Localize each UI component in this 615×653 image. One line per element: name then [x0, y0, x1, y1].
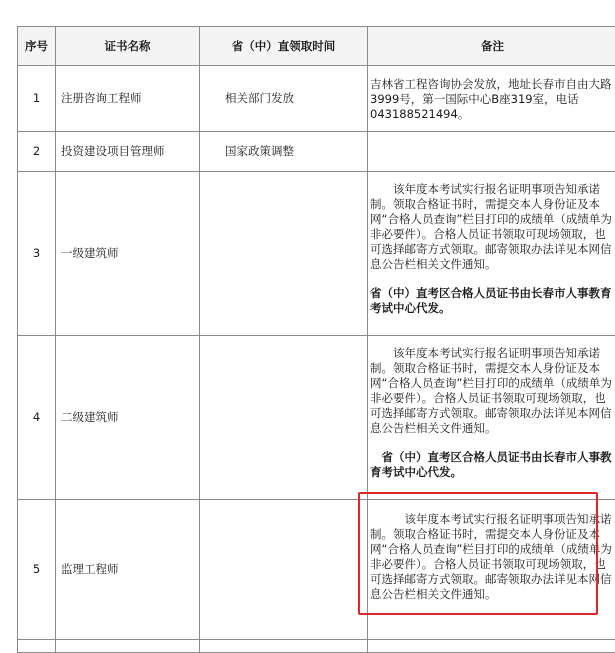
note-cell — [368, 336, 615, 500]
certificate-name: 二级建筑师 — [56, 336, 200, 500]
certificate-table — [17, 26, 615, 653]
row-number: 1 — [18, 66, 56, 132]
collection-time: 相关部门发放 — [200, 66, 368, 132]
empty-cell — [200, 640, 368, 653]
note-cell — [368, 132, 615, 172]
row-number: 3 — [18, 172, 56, 336]
note-cell — [368, 172, 615, 336]
row-number: 2 — [18, 132, 56, 172]
collection-time: 国家政策调整 — [200, 132, 368, 172]
note-text: 吉林省工程咨询协会发放，地址长春市自由大路3999号，第一国际中心B座319室，电话043188521494。 — [370, 66, 615, 122]
note-text: 该年度本考试实行报名证明事项告知承诺制。领取合格证书时，需提交本人身份证及本网“合格人员查询”栏目打印的成绩单（成绩单为非必要件）。合格人员证书领取可现场领取，也可选择邮寄方式领取。邮寄领取办法详见本网信息公告栏相关文件通知。 — [370, 512, 615, 602]
table-row — [18, 132, 615, 172]
note-bold-text: 省（中）直考区合格人员证书由长春市人事教育考试中心代发。 — [370, 450, 615, 480]
table-row — [18, 500, 615, 640]
certificate-name: 一级建筑师 — [56, 172, 200, 336]
note-text — [370, 132, 615, 143]
certificate-name: 投资建设项目管理师 — [56, 132, 200, 172]
table-row — [18, 66, 615, 132]
certificate-name: 注册咨询工程师 — [56, 66, 200, 132]
header-name: 证书名称 — [56, 27, 200, 66]
table-row — [18, 172, 615, 336]
note-text: 该年度本考试实行报名证明事项告知承诺制。领取合格证书时，需提交本人身份证及本网“合格人员查询”栏目打印的成绩单（成绩单为非必要件）。合格人员证书领取可现场领取，也可选择邮寄方式领取。邮寄领取办法详见本网信息公告栏相关文件通知。 — [370, 182, 615, 272]
note-cell — [368, 500, 615, 640]
note-text: 该年度本考试实行报名证明事项告知承诺制。领取合格证书时，需提交本人身份证及本网“合格人员查询”栏目打印的成绩单（成绩单为非必要件）。合格人员证书领取可现场领取，也可选择邮寄方式领取。邮寄领取办法详见本网信息公告栏相关文件通知。 — [370, 346, 615, 436]
header-note: 备注 — [368, 27, 615, 66]
header-num: 序号 — [18, 27, 56, 66]
table-header-row — [18, 27, 615, 66]
empty-cell — [18, 640, 56, 653]
note-bold-text: 省（中）直考区合格人员证书由长春市人事教育考试中心代发。 — [370, 286, 615, 316]
certificate-name: 监理工程师 — [56, 500, 200, 640]
collection-time — [200, 172, 368, 336]
header-time: 省（中）直领取时间 — [200, 27, 368, 66]
empty-cell — [56, 640, 200, 653]
table-row-partial — [18, 640, 615, 653]
table-row — [18, 336, 615, 500]
collection-time — [200, 336, 368, 500]
row-number: 4 — [18, 336, 56, 500]
empty-cell — [368, 640, 615, 653]
row-number: 5 — [18, 500, 56, 640]
collection-time — [200, 500, 368, 640]
note-cell — [368, 66, 615, 132]
